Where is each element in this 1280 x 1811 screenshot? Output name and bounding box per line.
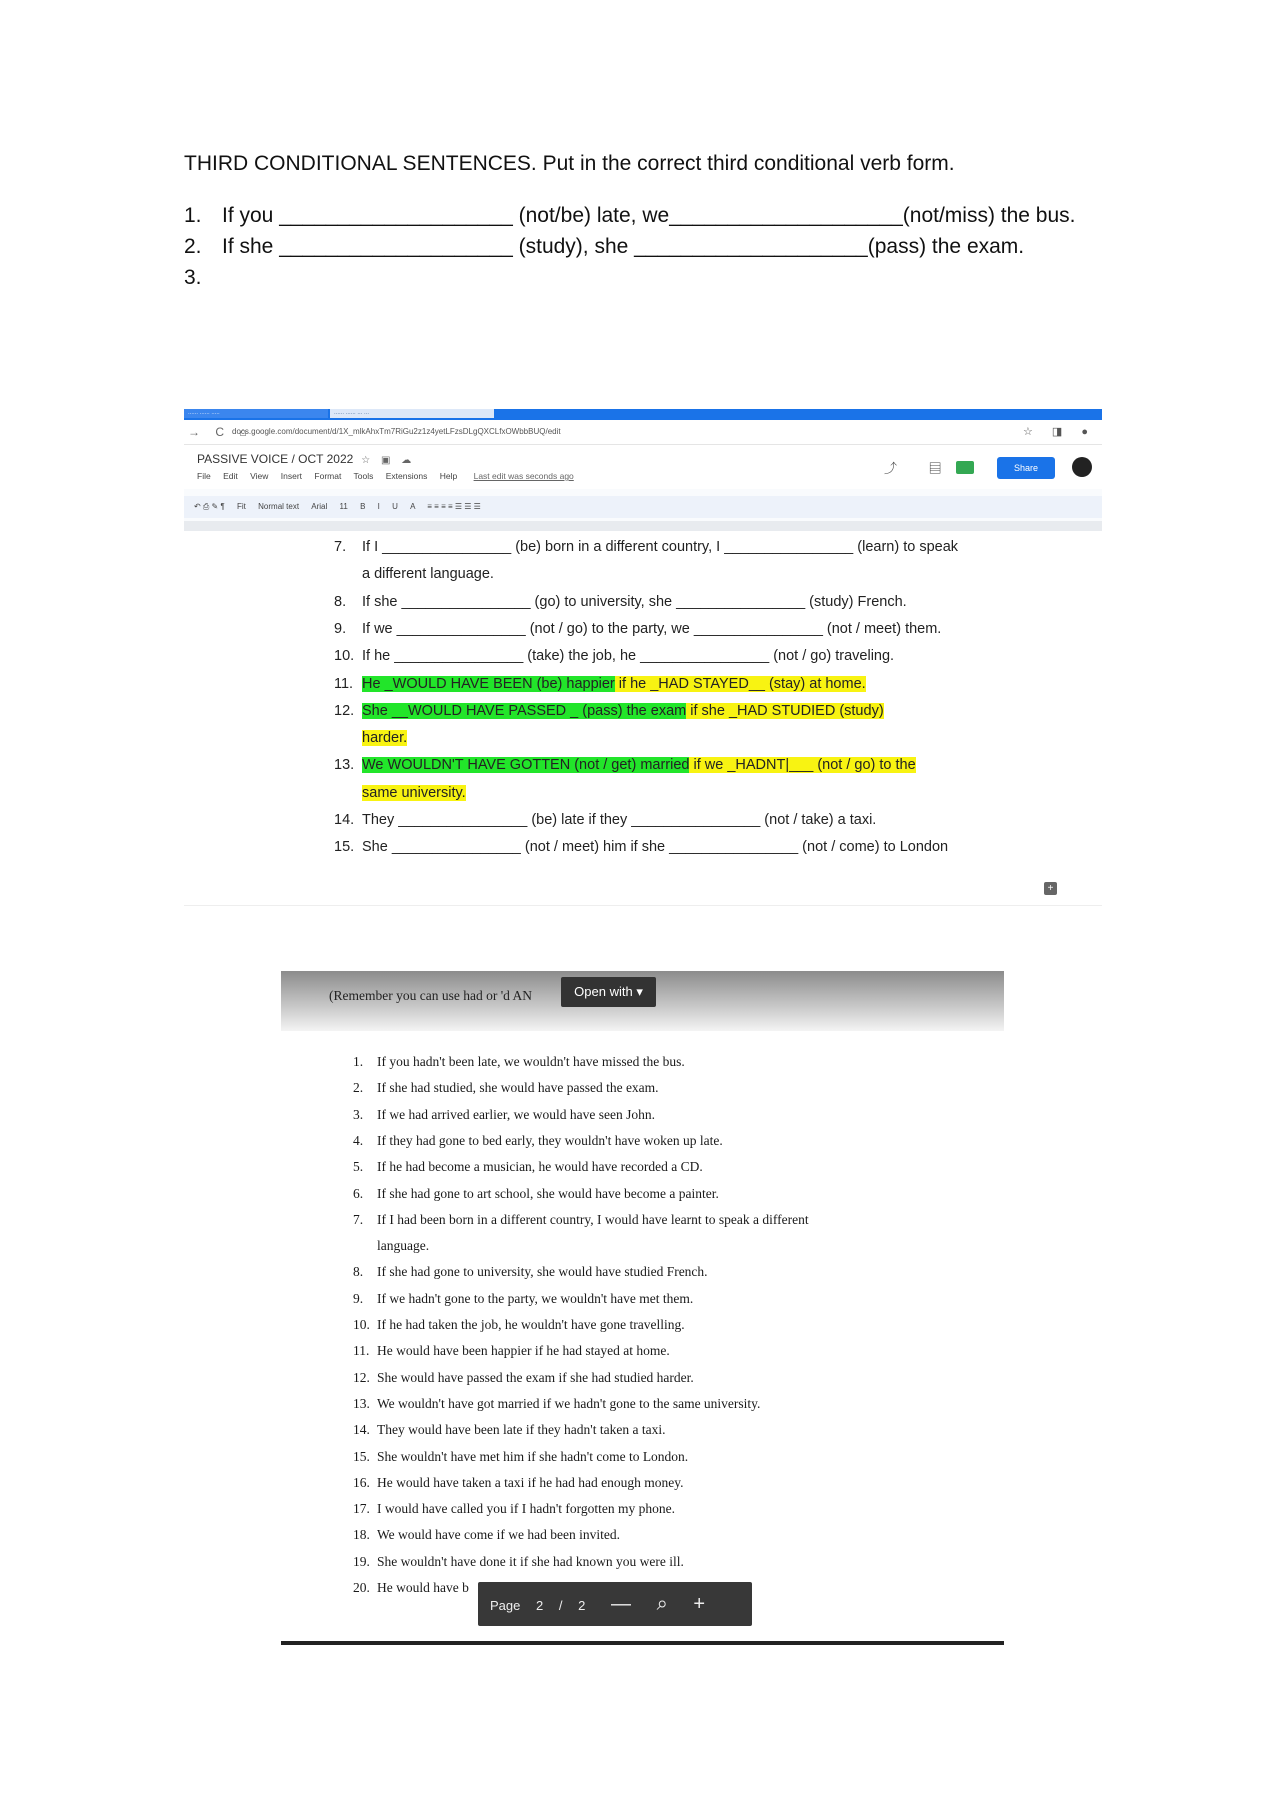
exercise-text: if he _HAD STAYED__ (stay) at home.	[614, 675, 866, 692]
exercise-number: 7.	[334, 539, 347, 555]
question-2	[184, 235, 1024, 259]
answer-number: 10.	[353, 1317, 370, 1332]
browser-tab[interactable]: ...... ...... .....	[184, 409, 328, 418]
answer-line	[353, 1291, 693, 1307]
italic-button[interactable]: I	[377, 502, 380, 511]
answer-text: I would have called you if I hadn't forgotten my phone.	[377, 1501, 675, 1517]
underline-button[interactable]: U	[392, 502, 398, 511]
exercise-number: 14.	[334, 812, 355, 828]
menu-insert[interactable]: Insert	[280, 471, 303, 481]
answer-line	[353, 1343, 670, 1359]
answer-line	[353, 1186, 719, 1202]
answer-line	[353, 1107, 655, 1123]
answer-text: He would have been happier if he had stayed at home.	[377, 1343, 670, 1359]
exercise-line	[334, 566, 494, 582]
question-1	[184, 204, 1076, 228]
menu-extensions[interactable]: Extensions	[385, 471, 428, 481]
divider	[281, 1641, 1004, 1645]
font-select[interactable]: Arial	[311, 502, 328, 511]
answer-number: 2.	[353, 1080, 364, 1096]
exercise-number: 9.	[334, 620, 347, 637]
exercise-line	[334, 594, 907, 610]
answer-line	[353, 1449, 688, 1465]
answer-line	[353, 1159, 703, 1175]
answer-line	[353, 1527, 620, 1543]
browser-tab-bar	[184, 409, 1102, 420]
answer-number: 14.	[353, 1422, 370, 1438]
zoom-icon[interactable]: ⌕	[656, 1593, 668, 1615]
answer-line	[353, 1080, 659, 1096]
exercise-text: a different language.	[362, 566, 494, 583]
exercise-text: If he ________________ (take) the job, he ________________ (not / go) traveling.	[362, 648, 895, 665]
answer-line	[353, 1396, 760, 1412]
meet-icon[interactable]	[956, 461, 974, 474]
page-current[interactable]: 2	[536, 1598, 544, 1613]
answer-line	[353, 1317, 685, 1333]
question-number: 2.	[184, 235, 202, 258]
answer-text: If we had arrived earlier, we would have seen John.	[377, 1106, 655, 1122]
answer-text: language.	[377, 1238, 430, 1254]
format-toolbar	[184, 496, 1102, 518]
exercise-text: If she ________________ (go) to university, she ________________ (study) French.	[362, 593, 907, 610]
exercise-line	[334, 703, 884, 719]
remember-note: (Remember you can use had or 'd AN	[329, 988, 533, 1003]
exercise-text: If I ________________ (be) born in a different country, I ________________ (learn) to speak	[362, 539, 959, 555]
bold-button[interactable]: B	[360, 502, 366, 511]
avatar[interactable]	[1072, 457, 1092, 477]
answer-line	[353, 1422, 665, 1438]
answer-line	[353, 1212, 809, 1228]
url-text[interactable]: docs.google.com/document/d/1X_mlkAhxTm7RiGu2z1z4yetLFzsDLgQXCLfxOWbbBUQ/edit	[232, 427, 561, 436]
style-select[interactable]: Normal text	[258, 502, 300, 511]
answer-number: 6.	[353, 1185, 364, 1201]
answer-line	[353, 1054, 685, 1070]
answer-line	[353, 1554, 684, 1570]
page-separator: /	[558, 1598, 563, 1613]
answer-text: She would have passed the exam if she had studied harder.	[377, 1369, 694, 1385]
exercise-text: harder.	[362, 730, 408, 747]
text-color-button[interactable]: A	[410, 502, 416, 511]
question-number: 1.	[184, 204, 202, 227]
answer-text: She wouldn't have met him if she hadn't come to London.	[377, 1448, 689, 1464]
exercise-text: She ________________ (not / meet) him if she ________________ (not / come) to London	[362, 839, 949, 856]
exercise-text: If we ________________ (not / go) to the party, we ________________ (not / meet) them.	[362, 620, 942, 637]
answer-text: If he had become a musician, he would have recorded a CD.	[377, 1159, 703, 1175]
open-with-label: Open with	[574, 984, 633, 999]
answer-text: We wouldn't have got married if we hadn't gone to the same university.	[377, 1395, 761, 1411]
menu-format[interactable]: Format	[314, 471, 342, 481]
answer-line	[353, 1580, 469, 1596]
exercise-line	[334, 648, 894, 664]
answer-text: If they had gone to bed early, they wouldn't have woken up late.	[377, 1132, 723, 1148]
answer-number: 15.	[353, 1448, 370, 1464]
exercise-text: if she _HAD STUDIED (study)	[686, 702, 884, 719]
answer-number: 9.	[353, 1290, 364, 1306]
google-docs-screenshot	[184, 409, 1102, 906]
answer-number: 19.	[353, 1553, 370, 1569]
page-total: 2	[578, 1598, 586, 1613]
page-label: Page	[490, 1598, 521, 1613]
menu-view[interactable]: View	[250, 471, 269, 481]
answer-text: If I had been born in a different country, I would have learnt to speak a different	[377, 1211, 809, 1227]
nav-arrows-icon[interactable]: → C ⌂	[188, 425, 253, 439]
activity-icon[interactable]: ⤴ ▤	[884, 461, 956, 476]
exercise-text: same university.	[362, 784, 466, 801]
menu-file[interactable]: File	[197, 471, 211, 481]
answer-text: If he had taken the job, he wouldn't have gone travelling.	[377, 1317, 685, 1332]
exercise-line	[334, 676, 866, 692]
answer-number: 16.	[353, 1474, 370, 1490]
exercise-number: 13.	[334, 757, 355, 774]
address-bar	[184, 420, 1102, 445]
exercise-line	[334, 730, 407, 746]
answer-text: They would have been late if they hadn't taken a taxi.	[377, 1422, 666, 1438]
answer-number: 8.	[353, 1264, 364, 1280]
exercise-line	[334, 785, 466, 801]
question-text: If she ____________________ (study), she ____________________(pass) the exam.	[222, 235, 1025, 258]
exercise-number: 15.	[334, 839, 355, 856]
answer-number: 18.	[353, 1527, 370, 1543]
exercise-line	[334, 812, 876, 828]
zoom-out-button[interactable]: —	[610, 1593, 631, 1615]
star-icon[interactable]: ☆ ▣ ☁	[361, 455, 416, 466]
answer-text: If you hadn't been late, we wouldn't have missed the bus.	[377, 1054, 685, 1069]
exercise-number: 11.	[334, 675, 354, 692]
exercise-text: They ________________ (be) late if they ________________ (not / take) a taxi.	[362, 812, 877, 828]
menu-edit[interactable]: Edit	[223, 471, 238, 481]
answer-number: 4.	[353, 1132, 364, 1148]
answer-text: He would have b	[377, 1580, 469, 1595]
answer-number: 7.	[353, 1211, 364, 1227]
answer-text: If she had gone to university, she would have studied French.	[377, 1264, 708, 1280]
menu-tools[interactable]: Tools	[353, 471, 374, 481]
answer-line	[353, 1475, 684, 1491]
exercise-number: 10.	[334, 648, 355, 665]
last-edit-link[interactable]: Last edit was seconds ago	[473, 471, 574, 481]
answer-number: 3.	[353, 1106, 364, 1122]
browser-actions-icon[interactable]: ☆ ◨ ●	[1022, 426, 1096, 438]
answer-number: 17.	[353, 1501, 370, 1517]
answer-key-screenshot	[281, 971, 1004, 1645]
answer-number: 5.	[353, 1159, 364, 1175]
menu-help[interactable]: Help	[439, 471, 458, 481]
doc-title	[197, 452, 415, 466]
answer-text: She wouldn't have done it if she had known you were ill.	[377, 1553, 684, 1569]
answer-text: He would have taken a taxi if he had had enough money.	[377, 1474, 684, 1490]
question-number: 3.	[184, 266, 202, 289]
exercise-text: He _WOULD HAVE BEEN (be) happier	[362, 675, 615, 692]
share-button[interactable]: Share	[997, 457, 1055, 479]
answer-text: We would have come if we had been invited.	[377, 1527, 620, 1543]
browser-tab-active[interactable]: ...... ...... ... ...	[330, 409, 494, 418]
answer-line	[353, 1133, 723, 1149]
exercise-text: if we _HADNT|___ (not / go) to the	[689, 757, 916, 774]
exercise-number: 8.	[334, 593, 347, 610]
add-comment-icon[interactable]: +	[1044, 882, 1057, 895]
exercise-line	[334, 621, 941, 637]
menu-bar	[197, 471, 584, 481]
font-size-input[interactable]: 11	[339, 502, 348, 511]
exercise-number: 12.	[334, 702, 355, 719]
exercise-text: We WOULDN'T HAVE GOTTEN (not / get) married	[362, 757, 690, 774]
doc-title-text[interactable]: PASSIVE VOICE / OCT 2022	[197, 452, 354, 466]
answer-number: 20.	[353, 1580, 370, 1595]
align-icons[interactable]: ≡ ≡ ≡ ≡ ☰ ☰ ☰	[427, 502, 481, 511]
answer-line	[353, 1264, 708, 1280]
answer-line	[353, 1238, 429, 1254]
open-with-button[interactable]: Open with ▾	[561, 977, 656, 1007]
zoom-select[interactable]: Fit	[237, 502, 246, 511]
answer-line	[353, 1501, 675, 1517]
question-text: If you ____________________ (not/be) late, we____________________(not/miss) the bus.	[222, 204, 1076, 227]
worksheet-heading: THIRD CONDITIONAL SENTENCES. Put in the correct third conditional verb form.	[184, 152, 955, 175]
exercise-text: She __WOULD HAVE PASSED _ (pass) the exam	[362, 702, 687, 719]
answer-number: 13.	[353, 1395, 370, 1411]
answer-number: 11.	[353, 1343, 370, 1359]
answer-text: If she had studied, she would have passed the exam.	[377, 1080, 659, 1096]
answer-number: 1.	[353, 1054, 364, 1069]
answer-number: 12.	[353, 1369, 370, 1385]
answer-text: If we hadn't gone to the party, we wouldn't have met them.	[377, 1290, 694, 1306]
exercise-line	[334, 839, 948, 855]
zoom-in-button[interactable]: +	[693, 1593, 706, 1615]
undo-icon[interactable]: ↶ ⎙ ✎ ¶	[194, 502, 225, 511]
answer-text: If she had gone to art school, she would have become a painter.	[377, 1185, 719, 1201]
answer-line	[353, 1370, 694, 1386]
question-3	[184, 266, 222, 290]
exercise-line	[334, 757, 916, 773]
exercise-line	[334, 539, 958, 555]
page-control	[478, 1582, 752, 1626]
